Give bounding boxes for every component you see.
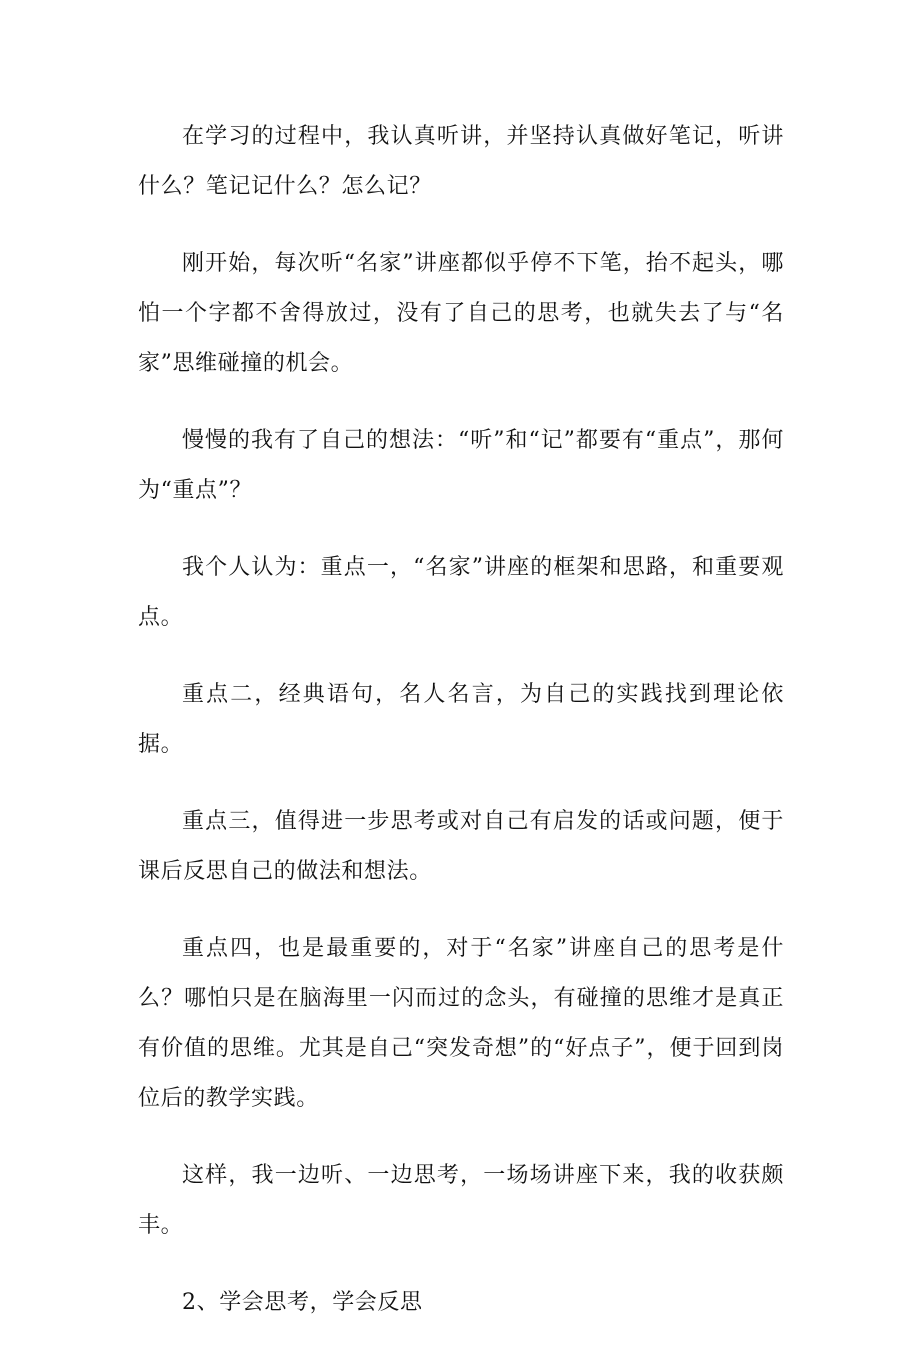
paragraph-at-first: 刚开始，每次听“名家”讲座都似乎停不下笔，抬不起头，哪怕一个字都不舍得放过，没有了自己的思考，也就失去了与“名家”思维碰撞的机会。 <box>138 251 784 376</box>
section-heading-reflect: 2、学会思考，学会反思 <box>182 1290 423 1315</box>
paragraph-key-point-one: 我个人认为：重点一，“名家”讲座的框架和思路，和重要观点。 <box>138 555 784 630</box>
paragraph-key-point-two: 重点二，经典语句，名人名言，为自己的实践找到理论依据。 <box>138 682 784 757</box>
paragraph-key-point-four: 重点四，也是最重要的，对于“名家”讲座自己的思考是什么？哪怕只是在脑海里一闪而过的念头，有碰撞的思维才是真正有价值的思维。尤其是自己“突发奇想”的“好点子”，便于回到岗位后的教学实践。 <box>138 936 784 1111</box>
document-body <box>138 112 784 1355</box>
paragraph-harvest: 这样，我一边听、一边思考，一场场讲座下来，我的收获颇丰。 <box>138 1163 784 1238</box>
paragraph-own-ideas: 慢慢的我有了自己的想法：“听”和“记”都要有“重点”，那何为“重点”？ <box>138 428 784 503</box>
paragraph-listening-notes: 在学习的过程中，我认真听讲，并坚持认真做好笔记，听讲什么？笔记记什么？怎么记？ <box>138 124 784 199</box>
paragraph-key-point-three: 重点三，值得进一步思考或对自己有启发的话或问题，便于课后反思自己的做法和想法。 <box>138 809 784 884</box>
